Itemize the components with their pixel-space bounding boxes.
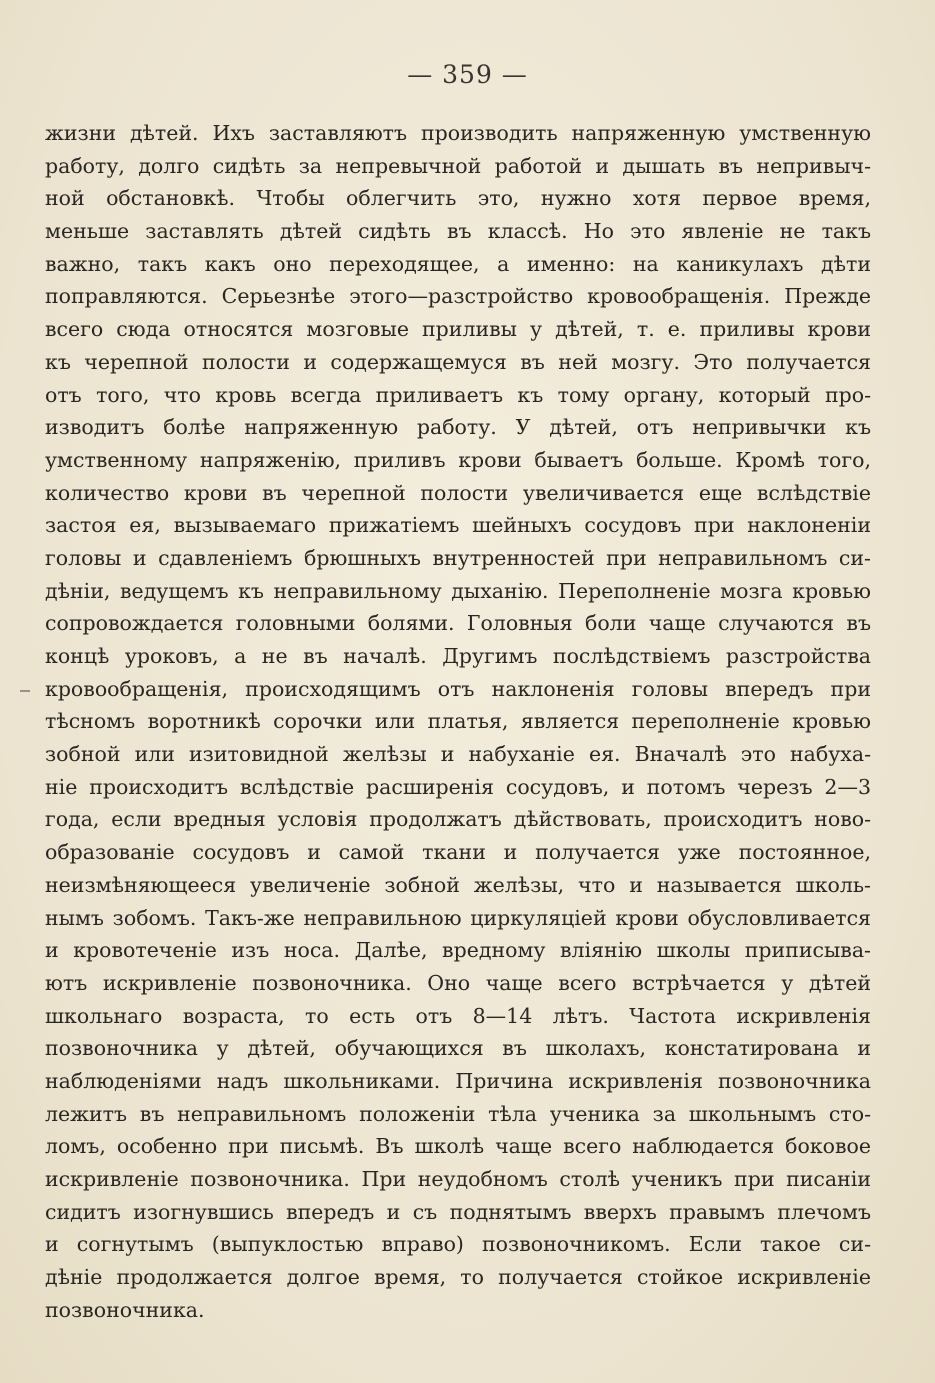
text-line: и кровотеченіе изъ носа. Далѣе, вредному вліянію школы приписыва- xyxy=(45,938,871,963)
text-line: дѣніе продолжается долгое время, то получается стойкое искривленіе xyxy=(45,1265,871,1290)
text-line: дѣніи, ведущемъ къ неправильному дыханію. Переполненіе мозга кровью xyxy=(45,578,871,603)
text-line: отъ того, что кровь всегда приливаетъ къ тому органу, который про- xyxy=(45,382,871,407)
text-line: жизни дѣтей. Ихъ заставляютъ производить напряженную умственную xyxy=(45,121,871,145)
text-line: нымъ зобомъ. Такъ-же неправильною циркуляціей крови обусловливается xyxy=(45,905,871,930)
text-line: концѣ уроковъ, а не въ началѣ. Другимъ послѣдствіемъ разстройства xyxy=(45,644,871,668)
text-line: позвоночника у дѣтей, обучающихся въ школахъ, констатирована и xyxy=(45,1036,871,1061)
text-line: всего сюда относятся мозговые приливы у дѣтей, т. е. приливы крови xyxy=(45,317,871,342)
text-line: работу, долго сидѣть за непревычной работой и дышать въ непривыч- xyxy=(45,153,871,178)
text-line: наблюденіями надъ школьниками. Причина искривленія позвоночника xyxy=(45,1068,871,1093)
text-line: изводитъ болѣе напряженную работу. У дѣтей, отъ непривычки къ xyxy=(45,415,871,440)
text-line: лежитъ въ неправильномъ положеніи тѣла ученика за школьнымъ сто- xyxy=(45,1101,871,1126)
text-line: тѣсномъ воротникѣ сорочки или платья, является переполненіе кровью xyxy=(45,709,871,734)
text-line: ной обстановкѣ. Чтобы облегчить это, нужно хотя первое время, xyxy=(45,186,871,211)
text-line: количество крови въ черепной полости увеличивается еще вслѣдствіе xyxy=(45,480,871,505)
text-line: умственному напряженію, приливъ крови бываетъ больше. Кромѣ того, xyxy=(45,447,871,472)
text-line: ютъ искривленіе позвоночника. Оно чаще всего встрѣчается у дѣтей xyxy=(45,970,871,995)
text-line: сидитъ изогнувшись впередъ и съ поднятымъ вверхъ правымъ плечомъ xyxy=(45,1199,871,1224)
text-line: позвоночника. xyxy=(45,1297,205,1322)
text-line: образованіе сосудовъ и самой ткани и получается уже постоянное, xyxy=(45,840,871,865)
text-line: и согнутымъ (выпуклостью вправо) позвоночникомъ. Если такое си- xyxy=(45,1232,871,1257)
text-line: кровообращенія, происходящимъ отъ наклоненія головы впередъ при xyxy=(45,676,871,701)
text-line: поправляются. Серьезнѣе этого—разстройство кровообращенія. Прежде xyxy=(45,284,871,309)
text-line: сопровождается головными болями. Головныя боли чаще случаются въ xyxy=(45,611,871,636)
text-line: ніе происходитъ вслѣдствіе расширенія сосудовъ, и потомъ черезъ 2—3 xyxy=(45,774,871,799)
text-line: искривленіе позвоночника. При неудобномъ столѣ ученикъ при писаніи xyxy=(45,1167,871,1191)
text-line: застоя ея, вызываемаго прижатіемъ шейныхъ сосудовъ при наклоненіи xyxy=(45,513,871,538)
text-line: зобной или изитовидной желѣзы и набуханіе ея. Вначалѣ это набуха- xyxy=(45,742,871,767)
text-line: головы и сдавленіемъ брюшныхъ внутренностей при неправильномъ си- xyxy=(45,545,871,570)
text-line: важно, такъ какъ оно переходящее, а именно: на каникулахъ дѣти xyxy=(45,251,871,276)
body-text xyxy=(45,117,871,1326)
text-line: неизмѣняющееся увеличеніе зобной желѣзы, что и называется школь- xyxy=(45,872,871,897)
text-line: года, если вредныя условія продолжатъ дѣйствовать, происходитъ ново- xyxy=(45,807,871,832)
page-number: — 359 — xyxy=(407,60,528,89)
margin-mark xyxy=(20,690,30,692)
text-line: школьнаго возраста, то есть отъ 8—14 лѣтъ. Частота искривленія xyxy=(45,1003,871,1028)
text-line: ломъ, особенно при письмѣ. Въ школѣ чаще всего наблюдается боковое xyxy=(45,1134,871,1159)
text-line: меньше заставлять дѣтей сидѣть въ классѣ. Но это явленіе не такъ xyxy=(45,219,871,244)
text-line: къ черепной полости и содержащемуся въ ней мозгу. Это получается xyxy=(45,349,871,374)
